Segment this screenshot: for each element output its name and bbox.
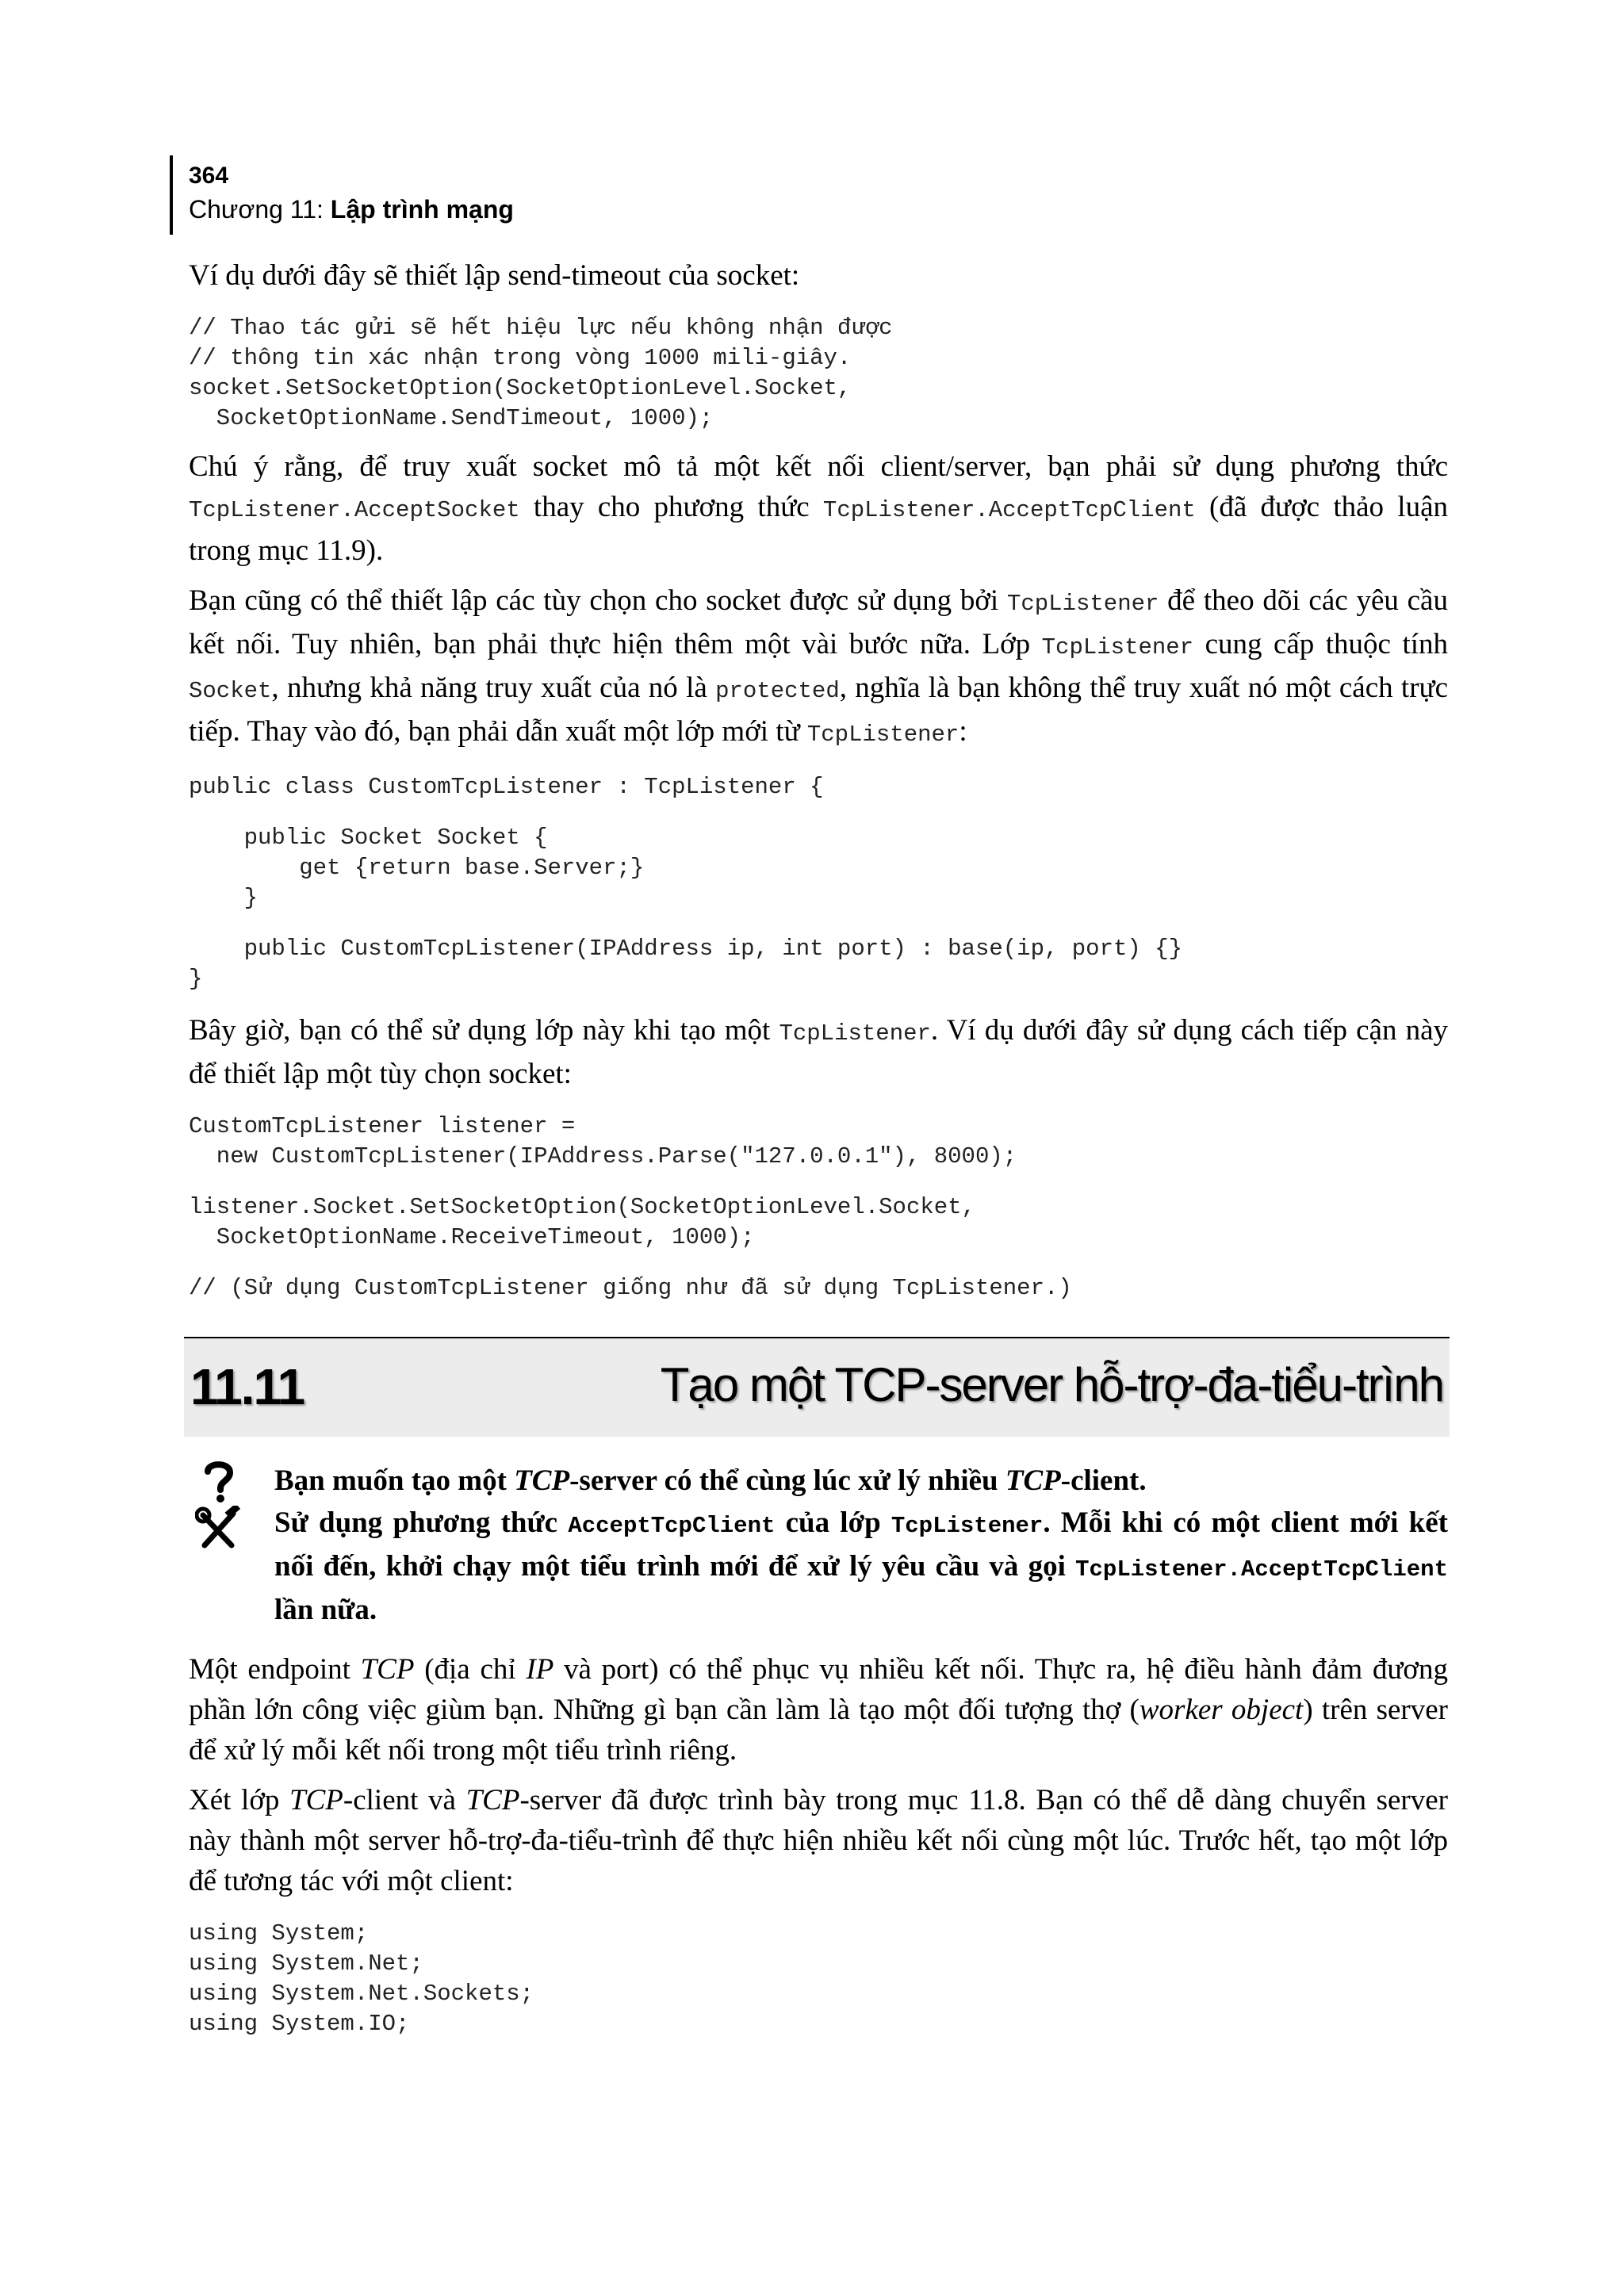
paragraph-use-class: Bây giờ, bạn có thể sử dụng lớp này khi tạo một TcpListener. Ví dụ dưới đây sử dụng cách tiếp cận này để thiết lập một tùy chọn socket:: [189, 1014, 1448, 1090]
code-receive-timeout: listener.Socket.SetSocketOption(SocketOptionLevel.Socket, SocketOptionName.ReceiveTimeout, 1000);: [189, 1194, 975, 1250]
code-using-directives: using System; using System.Net; using System.Net.Sockets; using System.IO;: [189, 1920, 534, 2037]
code-class-declaration: public class CustomTcpListener : TcpListener {: [189, 774, 824, 800]
page-content: [189, 255, 1448, 2039]
tools-icon: [195, 1506, 243, 1550]
paragraph-multithread-server: Xét lớp TCP-client và TCP-server đã được trình bày trong mục 11.8. Bạn có thể dễ dàng chuyển server này thành một server hỗ-trợ-đa-tiểu-trình để thực hiện nhiều kết nối cùng một lúc. Trước hết, tạo một lớp để tương tác với một client:: [189, 1784, 1448, 1897]
chapter-title: Chương 11: Lập trình mạng: [189, 195, 514, 224]
section-title: Tạo một TCP-server hỗ-trợ-đa-tiểu-trình: [660, 1358, 1443, 1411]
paragraph-tcplistener-options: Bạn cũng có thể thiết lập các tùy chọn cho socket được sử dụng bởi TcpListener để theo dõi các yêu cầu kết nối. Tuy nhiên, bạn phải thực hiện thêm một vài bước nữa. Lớp TcpListener cung cấp thuộc tính Socket, nhưng khả năng truy xuất của nó là protected, nghĩa là bạn không thể truy xuất nó một cách trực tiếp. Thay vào đó, bạn phải dẫn xuất một lớp mới từ TcpListener:: [189, 584, 1449, 748]
section-heading: [184, 1337, 1450, 1437]
problem-text: Bạn muốn tạo một TCP-server có thể cùng lúc xử lý nhiều TCP-client.: [274, 1464, 1147, 1497]
header-rule: [170, 155, 173, 235]
code-constructor: public CustomTcpListener(IPAddress ip, int port) : base(ip, port) {} }: [189, 936, 1183, 992]
question-mark-icon: [195, 1459, 243, 1503]
solution-block: [189, 1503, 1448, 1630]
paragraph-endpoint: Một endpoint TCP (địa chỉ IP và port) có thể phục vụ nhiều kết nối. Thực ra, hệ điều hành đảm đương phần lớn công việc giùm bạn. Những gì bạn cần làm là tạo một đối tượng thợ (worker object) trên server để xử lý mỗi kết nối trong một tiểu trình riêng.: [189, 1653, 1448, 1767]
paragraph-intro: Ví dụ dưới đây sẽ thiết lập send-timeout của socket:: [189, 259, 800, 292]
code-comment-usage: // (Sử dụng CustomTcpListener giống như đã sử dụng TcpListener.): [189, 1275, 1072, 1301]
page-number: 364: [189, 163, 229, 189]
code-socket-property: public Socket Socket { get {return base.Server;} }: [243, 825, 645, 911]
section-number: 11.11: [190, 1358, 304, 1415]
paragraph-accept-socket: Chú ý rằng, để truy xuất socket mô tả một kết nối client/server, bạn phải sử dụng phương thức TcpListener.AcceptSocket thay cho phương thức TcpListener.AcceptTcpClient (đã được thảo luận trong mục 11.9).: [189, 450, 1448, 567]
solution-text: Sử dụng phương thức AcceptTcpClient của lớp TcpListener. Mỗi khi có một client mới kết nối đến, khởi chạy một tiểu trình mới để xử lý yêu cầu và gọi TcpListener.AcceptTcpClient lần nữa.: [274, 1506, 1448, 1626]
running-header: [189, 160, 514, 227]
code-create-listener: CustomTcpListener listener = new CustomTcpListener(IPAddress.Parse("127.0.0.1"), 8000);: [189, 1113, 1017, 1169]
code-send-timeout: // Thao tác gửi sẽ hết hiệu lực nếu không nhận được // thông tin xác nhận trong vòng 1000 mili-giây. socket.SetSocketOption(SocketOptionLevel.Socket, SocketOptionName.SendTimeout, 1000);: [189, 315, 893, 431]
problem-block: [189, 1460, 1448, 1501]
